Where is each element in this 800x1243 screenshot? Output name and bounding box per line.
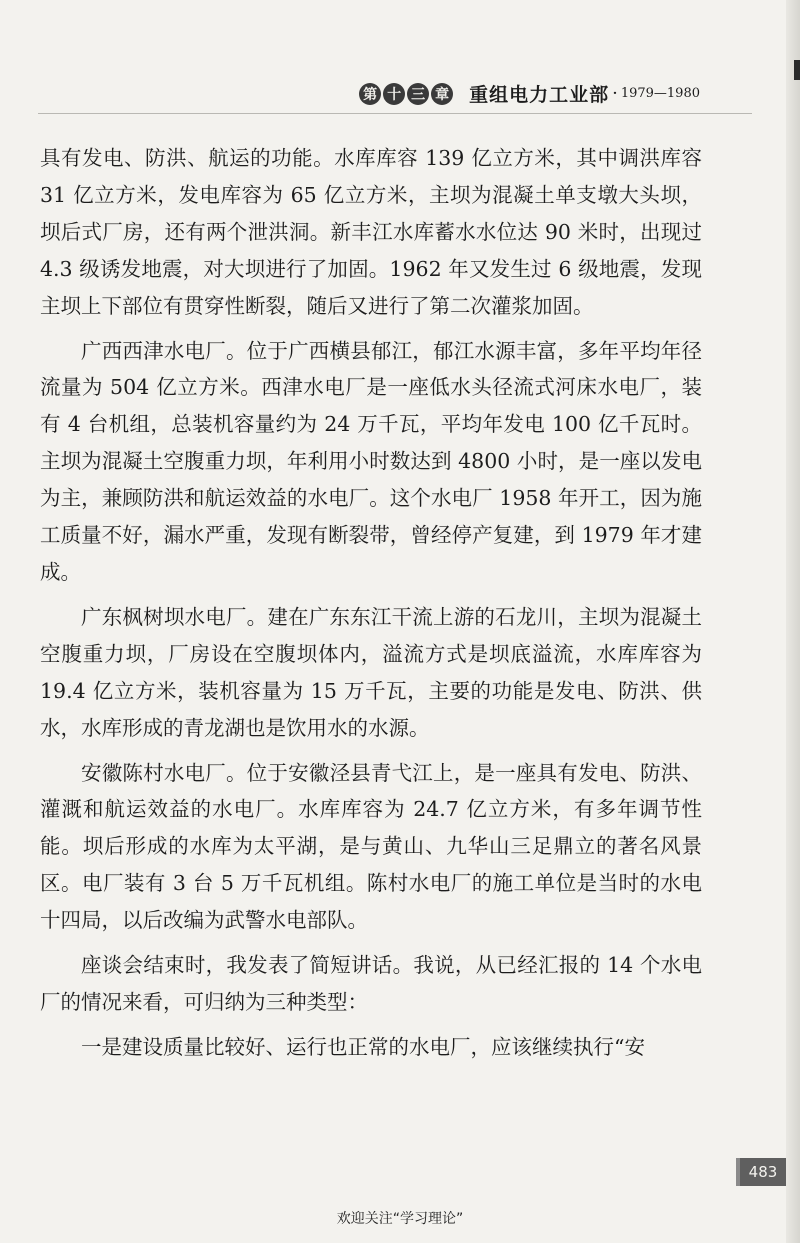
paragraph: 广东枫树坝水电厂。建在广东东江干流上游的石龙川，主坝为混凝土空腹重力坝，厂房设在空腹坝体内，溢流方式是坝底溢流，水库库容为 19.4 亿立方米，装机容量为 15 万千瓦，主要的功能是发电、防洪、供水，水库形成的青龙湖也是饮用水的水源。 bbox=[40, 604, 702, 740]
header-title: 重组电力工业部 bbox=[469, 84, 610, 106]
chapter-char: 十 bbox=[383, 83, 405, 105]
paragraph: 广西西津水电厂。位于广西横县郁江，郁江水源丰富，多年平均年径流量为 504 亿立方米。西津水电厂是一座低水头径流式河床水电厂，装有 4 台机组，总装机容量约为 24 万千瓦，平均年发电 100 亿千瓦时。主坝为混凝土空腹重力坝，年利用小时数达到 4800 小时，是一座以发电为主，兼顾防洪和航运效益的水电厂。这个水电厂 1958 年开工，因为施工质量不好，漏水严重，发现有断裂带，曾经停产复建，到 1979 年才建成。 bbox=[40, 338, 702, 584]
paragraph: 座谈会结束时，我发表了简短讲话。我说，从已经汇报的 14 个水电厂的情况来看，可归纳为三种类型： bbox=[40, 953, 702, 1014]
paragraph: 安徽陈村水电厂。位于安徽泾县青弋江上，是一座具有发电、防洪、灌溉和航运效益的水电厂。水库库容为 24.7 亿立方米，有多年调节性能。坝后形成的水库为太平湖，是与黄山、九华山三足鼎立的著名风景区。电厂装有 3 台 5 万千瓦机组。陈村水电厂的施工单位是当时的水电十四局，以后改编为武警水电部队。 bbox=[40, 760, 702, 933]
header-years: 1979—1980 bbox=[620, 86, 700, 101]
page-right-edge bbox=[786, 0, 800, 1243]
page-number: 483 bbox=[740, 1158, 786, 1186]
chapter-char: 第 bbox=[359, 83, 381, 105]
paragraph: 具有发电、防洪、航运的功能。水库库容 139 亿立方米，其中调洪库容 31 亿立方米，发电库容为 65 亿立方米，主坝为混凝土单支墩大头坝，坝后式厂房，还有两个泄洪洞。新丰江水库蓄水水位达 90 米时，出现过 4.3 级诱发地震，对大坝进行了加固。1962 年又发生过 6 级地震，发现主坝上下部位有贯穿性断裂，随后又进行了第二次灌浆加固。 bbox=[40, 146, 702, 318]
paragraph: 一是建设质量比较好、运行也正常的水电厂，应该继续执行“安 bbox=[81, 1034, 645, 1059]
chapter-label bbox=[359, 83, 453, 105]
edge-mark bbox=[794, 60, 800, 80]
running-header bbox=[0, 80, 700, 107]
body-text bbox=[40, 140, 702, 1074]
chapter-char: 章 bbox=[431, 83, 453, 105]
chapter-char: 三 bbox=[407, 83, 429, 105]
footer-note: 欢迎关注“学习理论” bbox=[336, 1211, 464, 1227]
header-rule bbox=[38, 113, 752, 114]
header-separator: · bbox=[612, 83, 618, 104]
